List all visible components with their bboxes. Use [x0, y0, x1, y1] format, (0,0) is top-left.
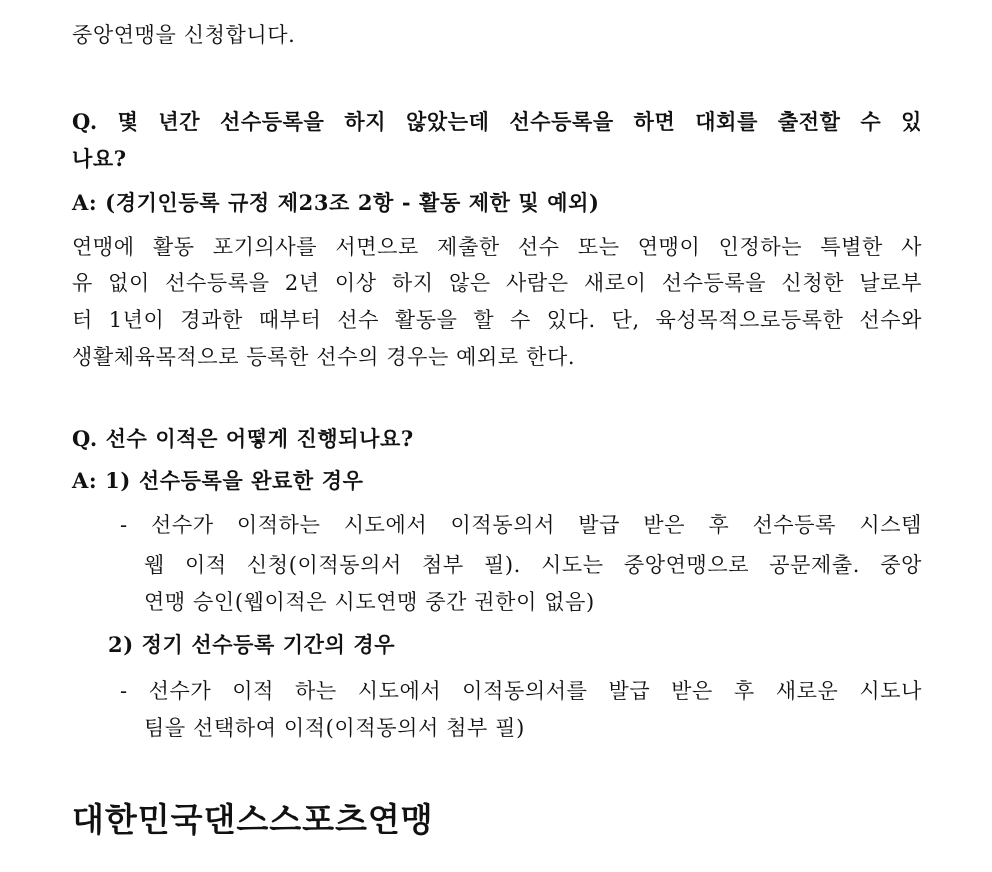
qa2-case1-line-3: 연맹 승인(웹이적은 시도연맹 중간 권한이 없음)	[144, 590, 595, 614]
qa1-body-line-4: 생활체육목적으로 등록한 선수의 경우는 예외로 한다.	[72, 345, 576, 369]
qa1-question-line-1: Q. 몇 년간 선수등록을 하지 않았는데 선수등록을 하면 대회를 출전할 수 있	[72, 109, 922, 134]
qa1-body-line-1: 연맹에 활동 포기의사를 서면으로 제출한 선수 또는 연맹이 인정하는 특별한 사	[72, 235, 922, 259]
qa2-case2-line-2: 팀을 선택하여 이적(이적동의서 첨부 필)	[144, 716, 525, 740]
qa1-answer-heading: A: (경기인등록 규정 제23조 2항 - 활동 제한 및 예외)	[72, 190, 600, 215]
qa2-case1-line-1: - 선수가 이적하는 시도에서 이적동의서 발급 받은 후 선수등록 시스템	[120, 513, 922, 537]
organization-name: 대한민국댄스스포츠연맹	[72, 800, 434, 839]
qa1-body-line-2: 유 없이 선수등록을 2년 이상 하지 않은 사람은 새로이 선수등록을 신청한 날로부	[72, 271, 922, 295]
qa2-case2-line-1: - 선수가 이적 하는 시도에서 이적동의서를 발급 받은 후 새로운 시도나	[120, 679, 922, 703]
qa1-question-line-2: 나요?	[72, 146, 127, 171]
qa2-question: Q. 선수 이적은 어떻게 진행되나요?	[72, 426, 414, 451]
intro-line: 중앙연맹을 신청합니다.	[72, 23, 296, 47]
qa2-case1-heading: A: 1) 선수등록을 완료한 경우	[72, 468, 364, 493]
qa2-case2-heading: 2) 정기 선수등록 기간의 경우	[108, 632, 396, 657]
qa2-case1-line-2: 웹 이적 신청(이적동의서 첨부 필). 시도는 중앙연맹으로 공문제출. 중앙	[144, 553, 922, 577]
qa1-body-line-3: 터 1년이 경과한 때부터 선수 활동을 할 수 있다. 단, 육성목적으로등록한 선수와	[72, 308, 922, 332]
